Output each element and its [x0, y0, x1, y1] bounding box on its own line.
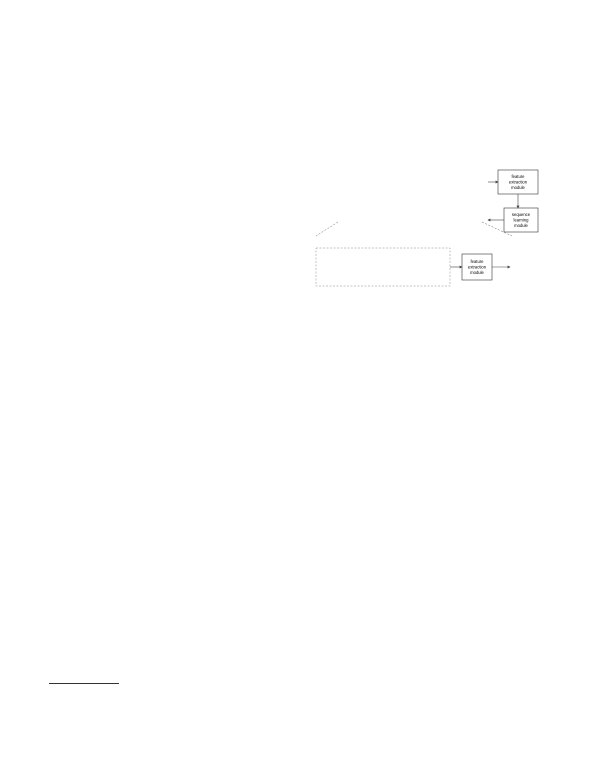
figure-1-diagram	[312, 166, 558, 290]
left-column	[49, 170, 297, 179]
video-segments-box	[316, 248, 450, 286]
fem2-text-1: feature	[470, 259, 484, 264]
fem-text-3: module	[511, 185, 525, 190]
dashed-connectors	[316, 222, 512, 236]
slm-text-1: sequence	[511, 212, 531, 217]
fem-text-1: feature	[511, 174, 525, 179]
fem2-text-3: module	[470, 270, 484, 275]
slm-text-3: module	[514, 223, 528, 228]
slm-text-2: learning	[513, 217, 529, 223]
fem-text-2: extraction	[508, 179, 528, 185]
fem2-text-2: extraction	[467, 264, 487, 270]
footnote-rule	[49, 683, 119, 684]
